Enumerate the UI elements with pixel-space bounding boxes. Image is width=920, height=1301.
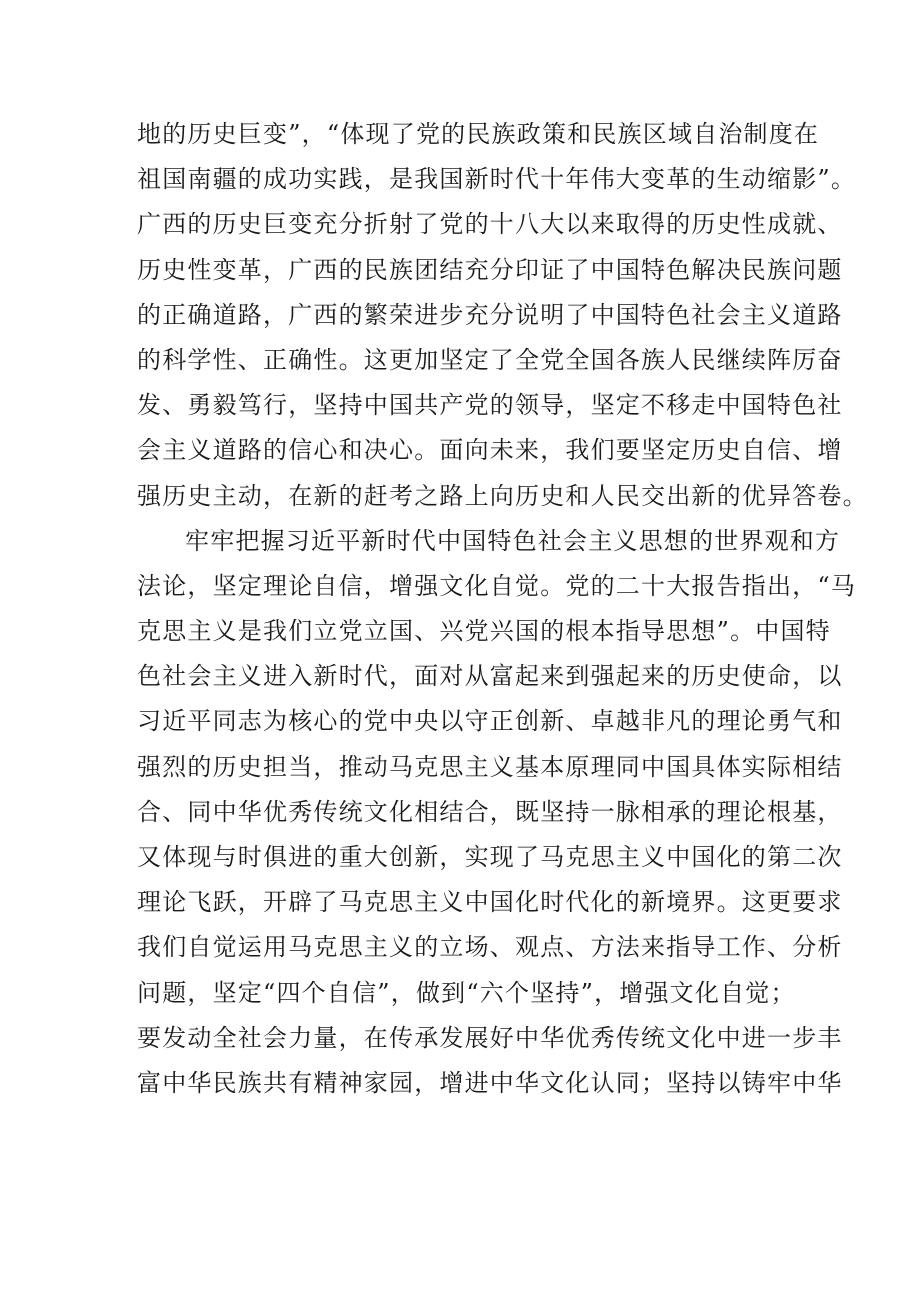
text-line: 又体现与时俱进的重大创新，实现了马克思主义中国化的第二次 — [137, 843, 843, 871]
text-line: 强烈的历史担当，推动马克思主义基本原理同中国具体实际相结 — [137, 752, 843, 781]
body-text — [137, 112, 868, 1106]
text-line: 习近平同志为核心的党中央以守正创新、卓越非凡的理论勇气和 — [137, 707, 843, 736]
text-line: 要发动全社会力量，在传承发展好中华优秀传统文化中进一步丰 — [137, 1023, 843, 1052]
text-line: 强历史主动，在新的赶考之路上向历史和人民交出新的优异答卷。 — [137, 481, 868, 510]
text-line: 富中华民族共有精神家园，增进中华文化认同；坚持以铸牢中华 — [137, 1068, 843, 1097]
text-line: 的正确道路，广西的繁荣进步充分说明了中国特色社会主义道路 — [137, 300, 843, 329]
text-line: 地的历史巨变”，“体现了党的民族政策和民族区域自治制度在 — [137, 120, 820, 148]
text-line: 理论飞跃，开辟了马克思主义中国化时代化的新境界。这更要求 — [137, 888, 843, 917]
text-line: 广西的历史巨变充分折射了党的十八大以来取得的历史性成就、 — [137, 210, 843, 239]
text-line: 历史性变革，广西的民族团结充分印证了中国特色解决民族问题 — [137, 255, 843, 284]
text-line: 的科学性、正确性。这更加坚定了全党全国各族人民继续阵厉奋 — [137, 345, 843, 374]
text-line: 发、勇毅笃行，坚持中国共产党的领导，坚定不移走中国特色社 — [137, 391, 843, 420]
text-line: 会主义道路的信心和决心。面向未来，我们要坚定历史自信、增 — [137, 436, 843, 465]
text-line: 色社会主义进入新时代，面对从富起来到强起来的历史使命，以 — [137, 662, 843, 691]
text-line: 问题，坚定“四个自信”，做到“六个坚持”，增强文化自觉； — [137, 978, 796, 1007]
text-line: 克思主义是我们立党立国、兴党兴国的根本指导思想”。中国特 — [137, 617, 831, 646]
paragraph-first-line: 牢牢把握习近平新时代中国特色社会主义思想的世界观和方 — [185, 526, 841, 555]
text-line: 合、同中华优秀传统文化相结合，既坚持一脉相承的理论根基， — [137, 797, 843, 826]
text-line: 祖国南疆的成功实践，是我国新时代十年伟大变革的生动缩影”。 — [137, 165, 857, 194]
text-line: 我们自觉运用马克思主义的立场、观点、方法来指导工作、分析 — [137, 933, 843, 962]
text-line: 法论，坚定理论自信，增强文化自觉。党的二十大报告指出，“马 — [137, 571, 857, 600]
